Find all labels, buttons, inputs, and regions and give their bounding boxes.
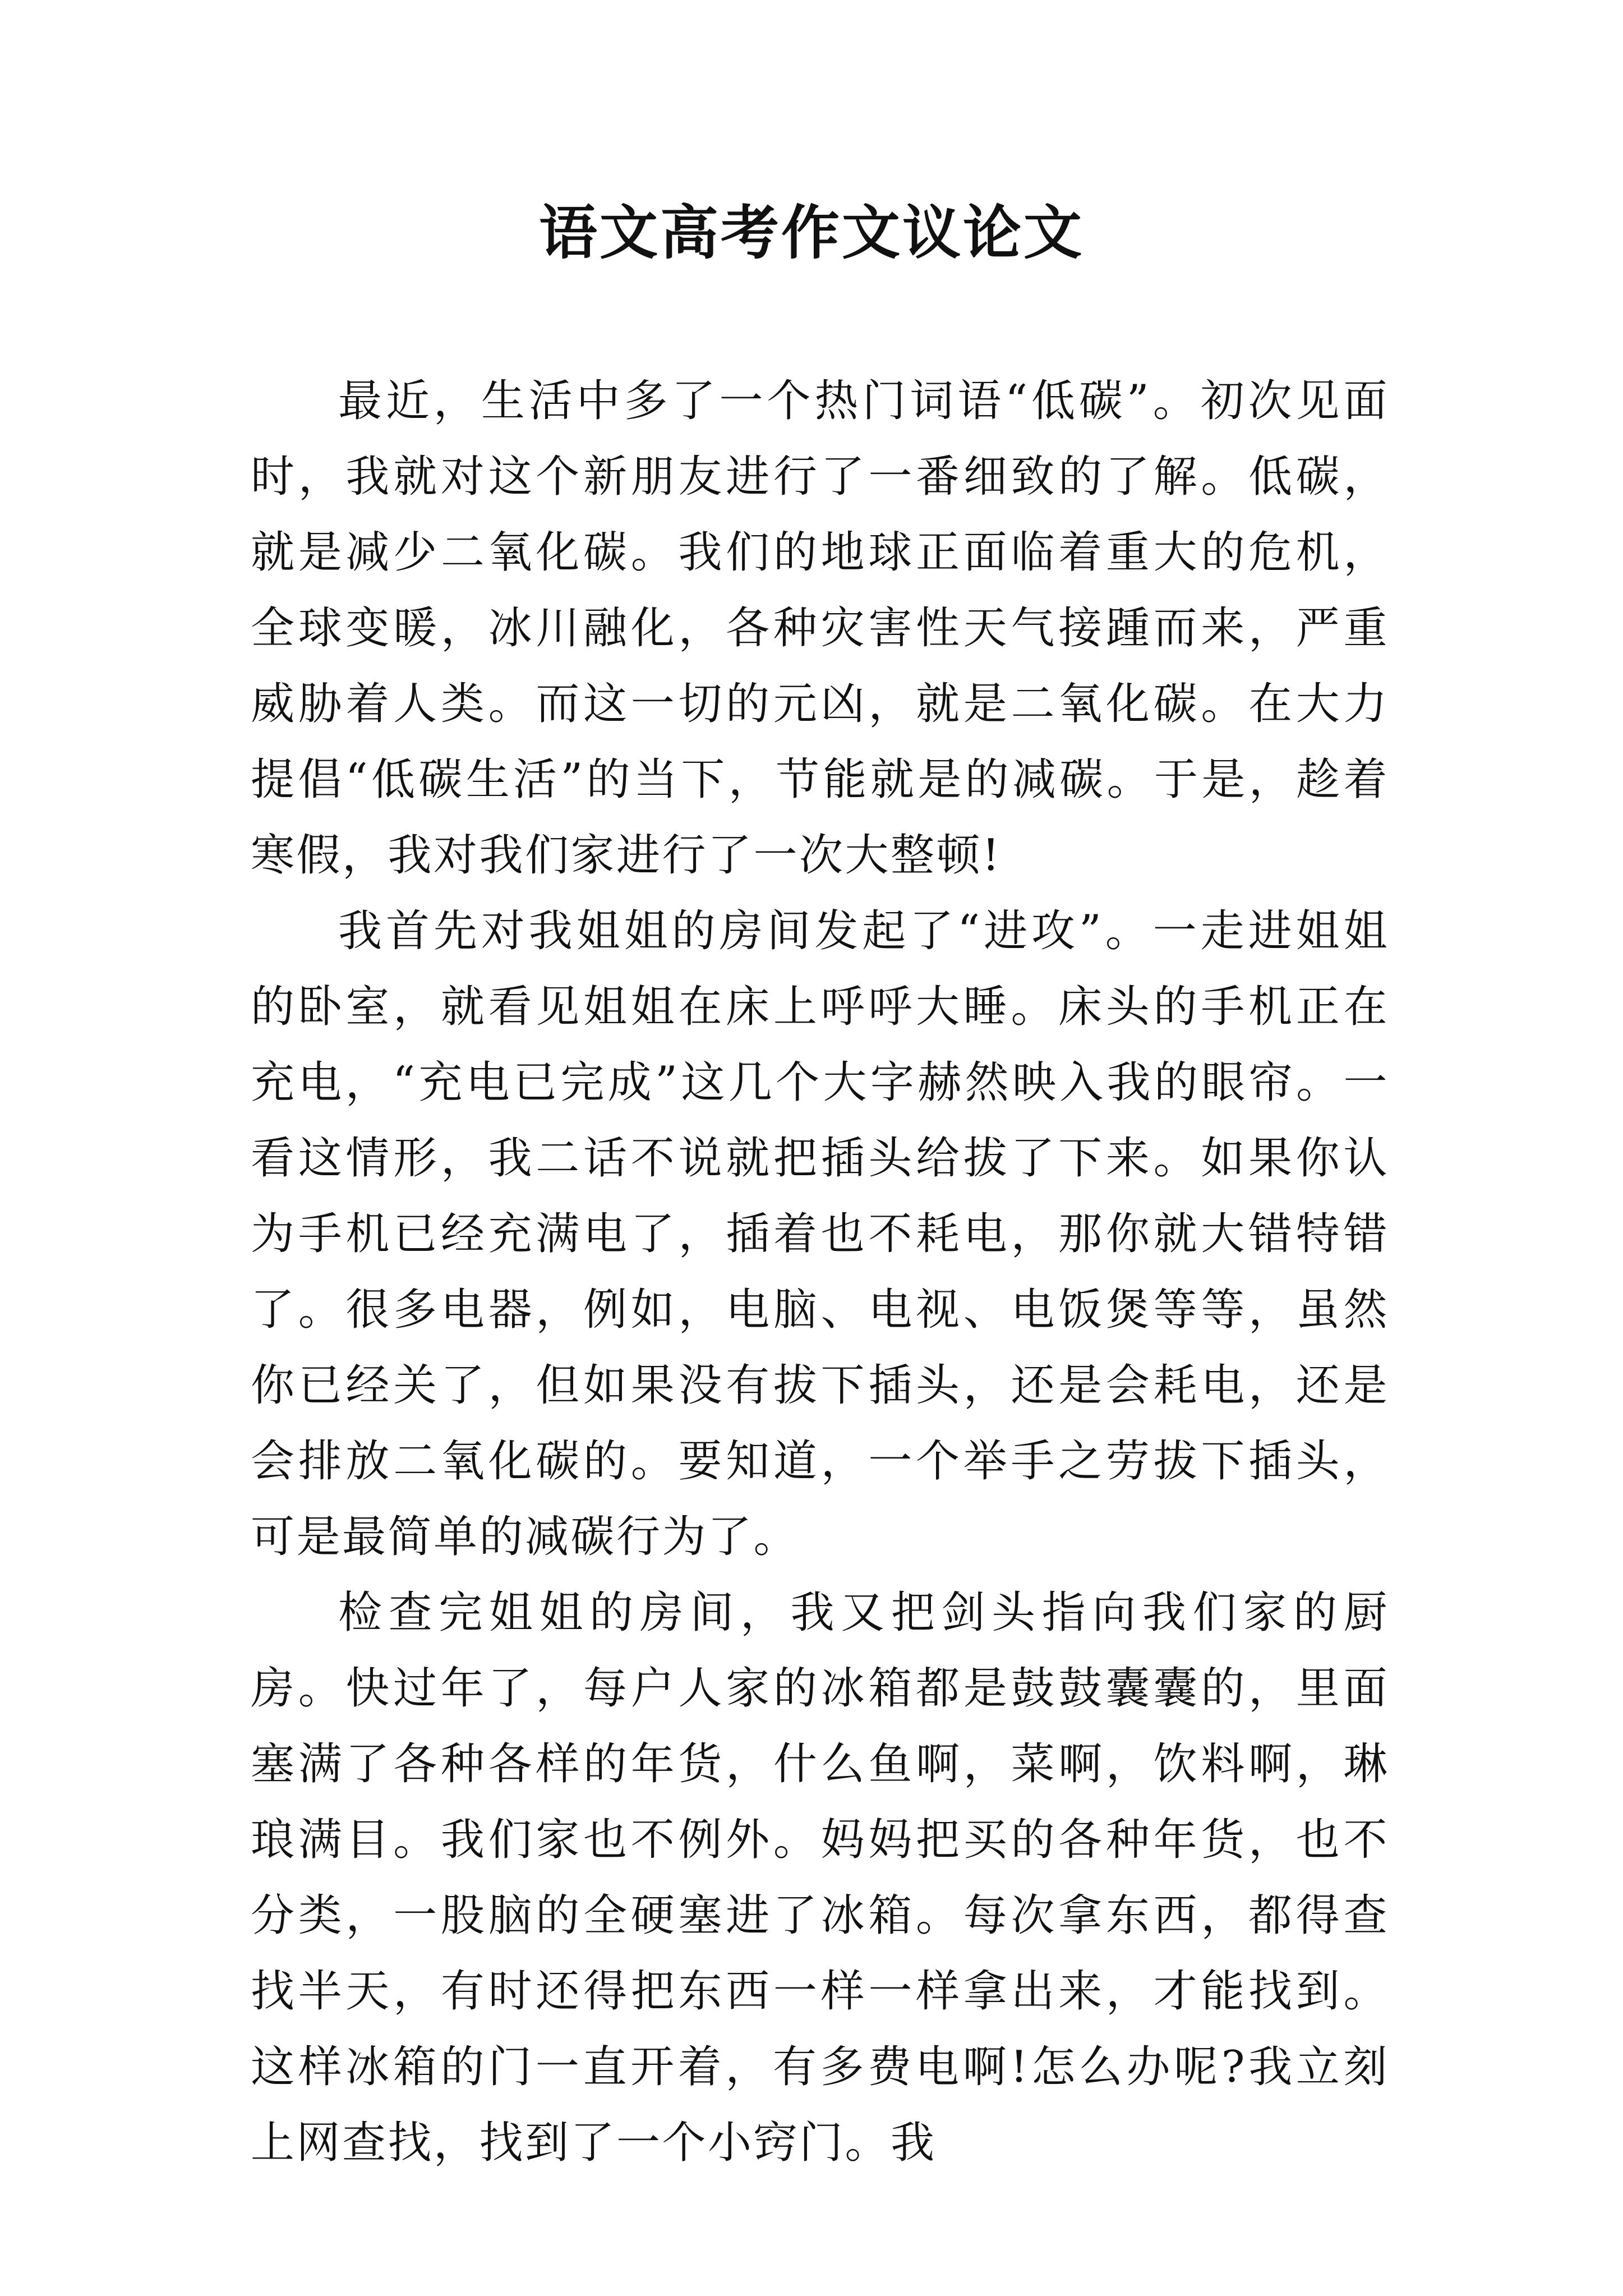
document-title: 语文高考作文议论文 [538, 198, 1084, 267]
paragraph-3: 检查完姐姐的房间，我又把剑头指向我们家的厨房。快过年了，每户人家的冰箱都是鼓鼓囊囊的，里面塞满了各种各样的年货，什么鱼啊，菜啊，饮料啊，琳琅满目。我们家也不例外。妈妈把买的各种年货，也不分类，一股脑的全硬塞进了冰箱。每次拿东西，都得查找半天，有时还得把东西一样一样拿出来，才能找到。这样冰箱的门一直开着，有多费电啊!怎么办呢?我立刻上网查找，找到了一个小窍门。我 [251, 1588, 1389, 2168]
document-body [251, 364, 1389, 2181]
paragraph-1: 最近，生活中多了一个热门词语“低碳”。初次见面时，我就对这个新朋友进行了一番细致的了解。低碳，就是减少二氧化碳。我们的地球正面临着重大的危机，全球变暖，冰川融化，各种灾害性天气接踵而来，严重威胁着人类。而这一切的元凶，就是二氧化碳。在大力提倡“低碳生活”的当下，节能就是的减碳。于是，趁着寒假，我对我们家进行了一次大整顿! [251, 376, 1389, 881]
paragraph-2: 我首先对我姐姐的房间发起了“进攻”。一走进姐姐的卧室，就看见姐姐在床上呼呼大睡。床头的手机正在充电，“充电已完成”这几个大字赫然映入我的眼帘。一看这情形，我二话不说就把插头给拔了下来。如果你认为手机已经充满电了，插着也不耗电，那你就大错特错了。很多电器，例如，电脑、电视、电饭煲等等，虽然你已经关了，但如果没有拔下插头，还是会耗电，还是会排放二氧化碳的。要知道，一个举手之劳拔下插头，可是最简单的减碳行为了。 [251, 906, 1389, 1562]
